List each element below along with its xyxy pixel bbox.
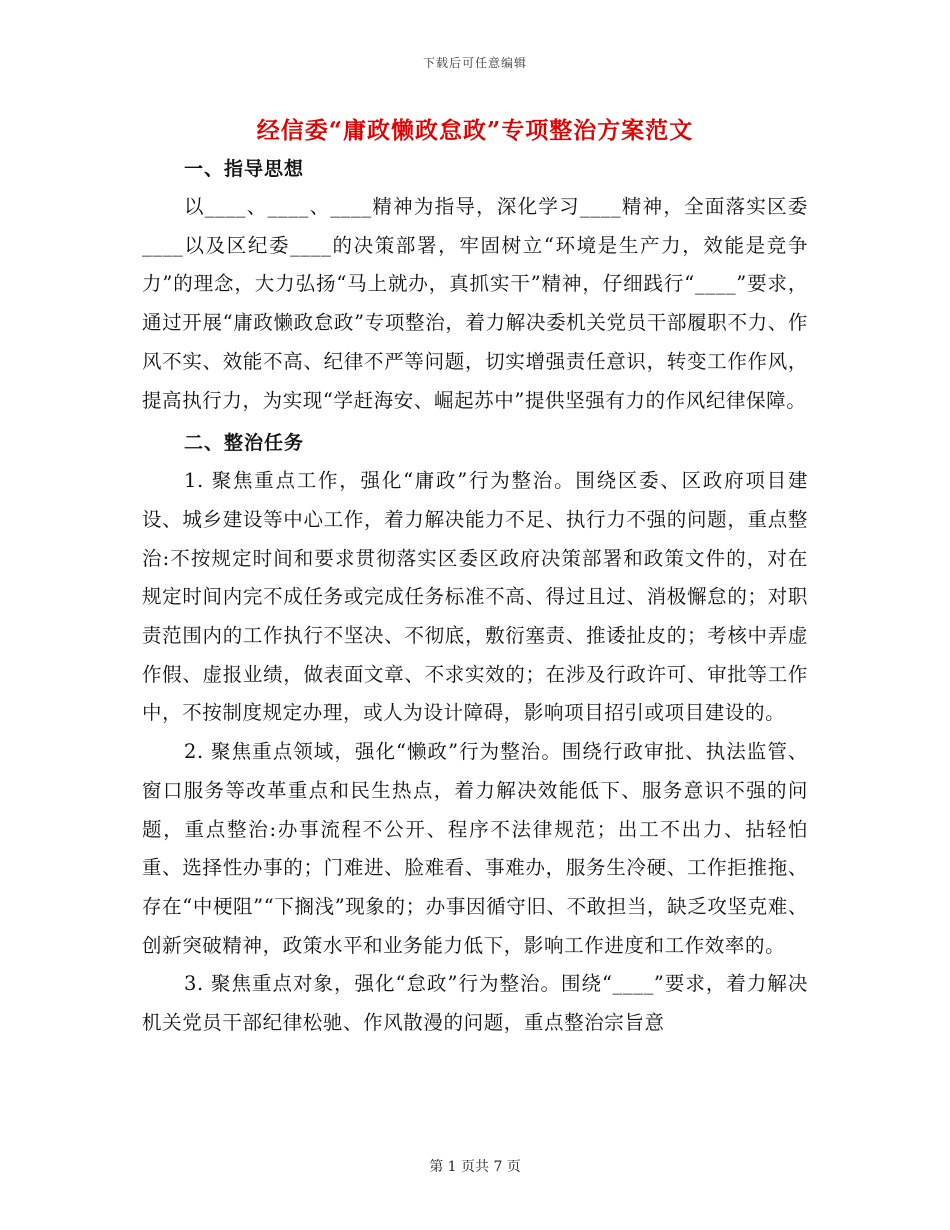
- section-heading-guiding-ideology: 一、指导思想: [184, 158, 305, 180]
- paragraph-task-3: 3. 聚焦重点对象，强化“怠政”行为整治。围绕“____”要求，着力解决机关党员干部纪律松驰、作风散漫的问题，重点整治宗旨意: [142, 972, 808, 1035]
- document-body: [142, 150, 808, 1043]
- section-heading-rectification-tasks: 二、整治任务: [184, 432, 305, 455]
- header-note: 下载后可任意编辑: [422, 56, 527, 70]
- document-title: 经信委“庸政懒政怠政”专项整治方案范文: [256, 117, 694, 144]
- paragraph-task-2: 2. 聚焦重点领域，强化“懒政”行为整治。围绕行政审批、执法监管、窗口服务等改革重点和民生热点，着力解决效能低下、服务意识不强的问题，重点整治:办事流程不公开、程序不法律规范；出工不出力、拈轻怕重、选择性办事的；门难进、脸难看、事难办，服务生冷硬、工作拒推拖、存在“中梗阻”“下搁浅”现象的；办事因循守旧、不敢担当，缺乏攻坚克难、创新突破精神，政策水平和业务能力低下，影响工作进度和工作效率的。: [142, 740, 808, 957]
- paragraph-guiding-ideology: 以____、____、____精神为指导，深化学习____精神，全面落实区委____以及区纪委____的决策部署，牢固树立“环境是生产力，效能是竞争力”的理念，大力弘扬“马上就办，真抓实干”精神，仔细践行“____”要求，通过开展“庸政懒政怠政”专项整治，着力解决委机关党员干部履职不力、作风不实、效能不高、纪律不严等问题，切实增强责任意识，转变工作作风，提高执行力，为实现“学赶海安、崛起苏中”提供坚强有力的作风纪律保障。: [142, 195, 808, 412]
- paragraph-task-1: 1. 聚焦重点工作，强化“庸政”行为整治。围绕区委、区政府项目建设、城乡建设等中心工作，着力解决能力不足、执行力不强的问题，重点整治:不按规定时间和要求贯彻落实区委区政府决策部署和政策文件的，对在规定时间内完不成任务或完成任务标准不高、得过且过、消极懈怠的；对职责范围内的工作执行不坚决、不彻底，敷衍塞责、推诿扯皮的；考核中弄虚作假、虚报业绩，做表面文章、不求实效的；在涉及行政许可、审批等工作中，不按制度规定办理，或人为设计障碍，影响项目招引或项目建设的。: [142, 469, 808, 725]
- page-footer: 第 1 页共 7 页: [429, 1159, 521, 1175]
